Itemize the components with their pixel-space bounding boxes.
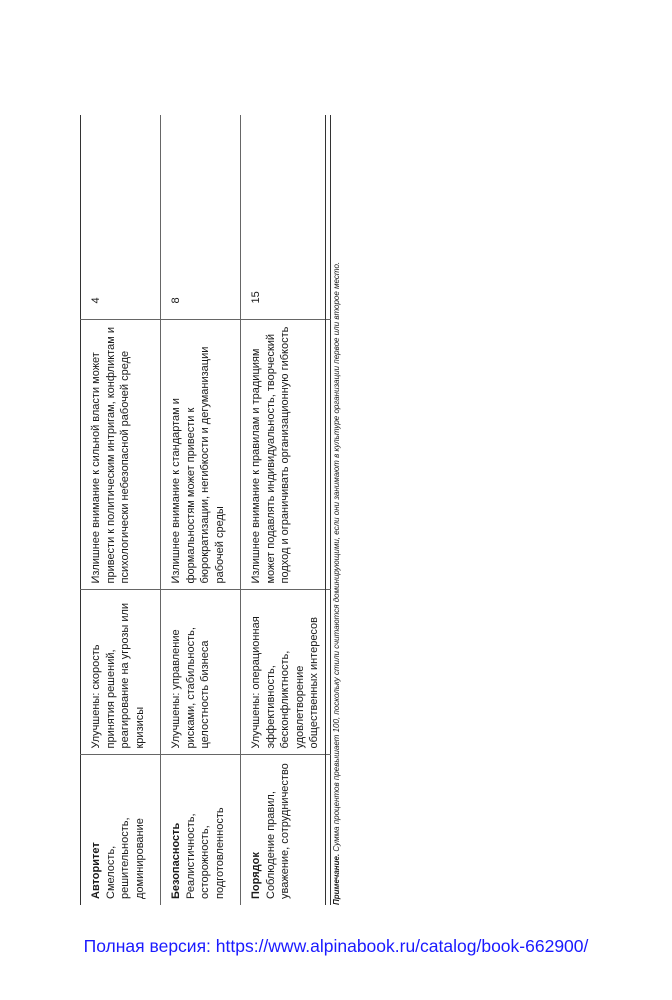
full-version-link[interactable]: Полная версия: https://www.alpinabook.ru/catalog/book-662900/ <box>83 936 589 956</box>
footnote-text: Сумма процентов превышает 100, поскольку стили считаются доминирующими, если они занимают в культуре организации первое или второе место. <box>332 261 341 854</box>
style-name: Безопасность <box>170 822 182 899</box>
percent-cell: 8 <box>161 115 241 320</box>
culture-styles-table <box>80 115 331 905</box>
table-footnote <box>325 115 341 905</box>
rotated-page-content <box>70 115 360 905</box>
style-description: Смелость, решительность, доминирование <box>104 817 146 899</box>
risks-cell: Излишнее внимание к стандартам и формальностям может привести к бюрократизации, негибкости и дегуманизации рабочей среды <box>161 320 241 590</box>
improves-cell: Улучшены: операционная эффективность, бесконфликтность, удовлетворение общественных интересов <box>241 590 331 755</box>
table-row <box>81 115 161 905</box>
improves-cell: Улучшены: управление рисками, стабильность, целостность бизнеса <box>161 590 241 755</box>
risks-cell: Излишнее внимание к правилам и традициям может подавлять индивидуальность, творческий подход и ограничивать организационную гибкость <box>241 320 331 590</box>
percent-cell: 4 <box>81 115 161 320</box>
footnote-label: Примечание. <box>332 853 341 905</box>
table-row <box>161 115 241 905</box>
style-cell <box>81 755 161 905</box>
style-name: Авторитет <box>90 842 102 899</box>
percent-cell: 15 <box>241 115 331 320</box>
style-description: Реалистичность, осторожность, подготовленность <box>184 807 226 899</box>
style-name: Порядок <box>250 852 262 899</box>
style-description: Соблюдение правил, уважение, сотрудничество <box>264 763 292 899</box>
improves-cell: Улучшены: скорость принятия решений, реагирование на угрозы или кризисы <box>81 590 161 755</box>
table-row <box>241 115 331 905</box>
style-cell <box>241 755 331 905</box>
risks-cell: Излишнее внимание к сильной власти может привести к политическим интригам, конфликтам и психологически небезопасной рабочей среде <box>81 320 161 590</box>
style-cell <box>161 755 241 905</box>
